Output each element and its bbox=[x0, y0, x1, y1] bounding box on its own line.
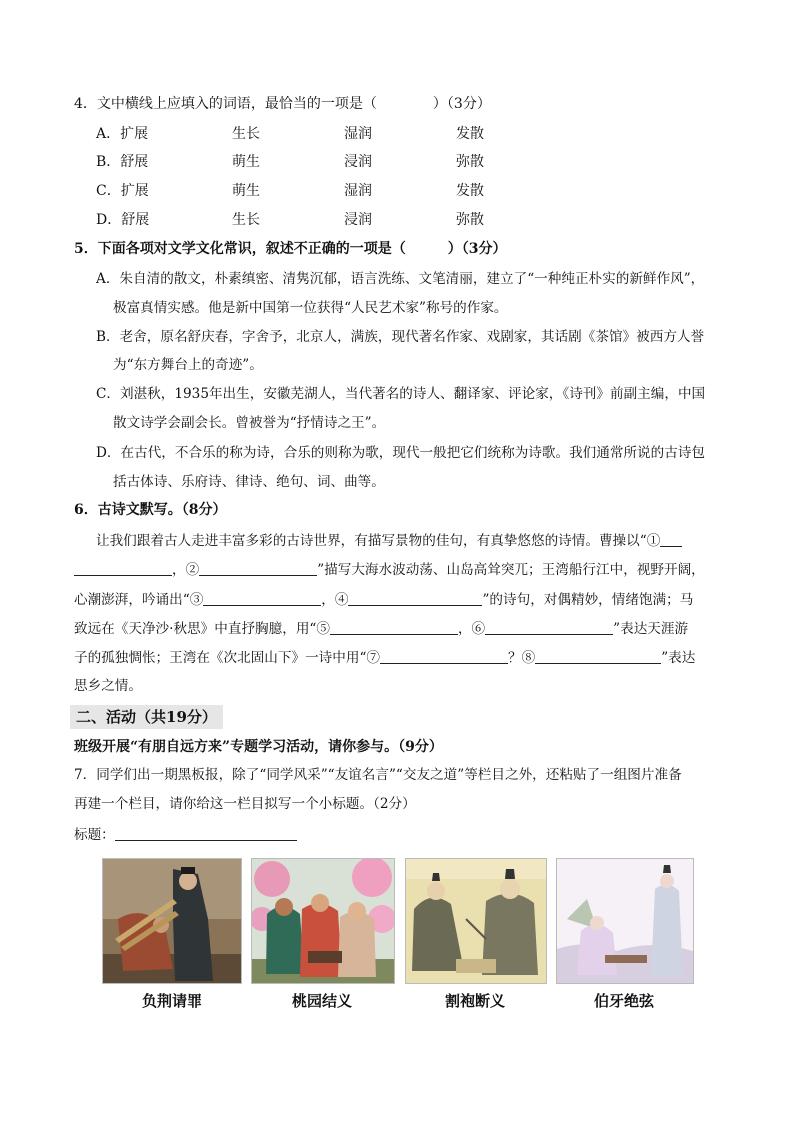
q5-option-a-line1: A．朱自清的散文，朴素缜密、清隽沉郁，语言洗练、文笔清丽，建立了“一种纯正朴实的新鲜作风”， bbox=[96, 271, 705, 287]
q6-line-2 bbox=[74, 559, 705, 580]
q6-blank-7[interactable] bbox=[380, 647, 508, 664]
picture-caption-4: 伯牙绝弦 bbox=[593, 992, 654, 1010]
picture-caption-1: 负荆请罪 bbox=[141, 992, 202, 1010]
q5-option-c-line2: 散文诗学会副会长。曾被誉为“抒情诗之王”。 bbox=[113, 415, 386, 431]
q4-option-d-1: D．舒展 bbox=[96, 212, 150, 228]
picture-gepaoduanyi bbox=[405, 858, 547, 984]
q4-stem: 4．文中横线上应填入的词语，最恰当的一项是（ ）（3分） bbox=[74, 96, 491, 112]
q6-line-6: 思乡之情。 bbox=[74, 678, 142, 694]
title-label: 标题： bbox=[74, 827, 115, 843]
q4-option-b-1: B．舒展 bbox=[96, 154, 149, 170]
q6-blank-2[interactable] bbox=[199, 559, 317, 576]
q5-option-d-line2: 括古体诗、乐府诗、律诗、绝句、词、曲等。 bbox=[113, 474, 385, 490]
title-answer-blank[interactable] bbox=[115, 824, 297, 841]
q5-option-b-line1: B．老舍，原名舒庆春，字舍予，北京人，满族，现代著名作家、戏剧家，其话剧《茶馆》被西方人誉 bbox=[96, 329, 705, 345]
q6-blank-6[interactable] bbox=[485, 618, 613, 635]
q6-text: 子的孤独惆怅；王湾在《次北固山下》一诗中用“⑦ bbox=[74, 650, 381, 666]
q4-option-b-2: 萌生 bbox=[232, 154, 260, 170]
q4-option-d-4: 弥散 bbox=[456, 212, 484, 228]
q6-stem: 6．古诗文默写。（8分） bbox=[74, 502, 227, 518]
q6-blank-8[interactable] bbox=[535, 647, 661, 664]
q6-blank-5[interactable] bbox=[330, 618, 458, 635]
q4-option-c-3: 湿润 bbox=[344, 183, 372, 199]
q6-text: ？⑧ bbox=[508, 650, 536, 666]
picture-caption-2: 桃园结义 bbox=[291, 992, 352, 1010]
picture-caption-3: 割袍断义 bbox=[444, 992, 505, 1010]
q6-text: 致远在《天净沙·秋思》中直抒胸臆，用“⑤ bbox=[74, 621, 330, 637]
q6-line-5 bbox=[74, 647, 695, 668]
q5-option-b-line2: 为“东方舞台上的奇迹”。 bbox=[113, 357, 263, 373]
q4-option-a-1: A．扩展 bbox=[96, 126, 149, 142]
gepaoduanyi-illustration bbox=[406, 859, 546, 983]
title-answer-line bbox=[74, 824, 297, 845]
q6-text: ”表达 bbox=[661, 650, 696, 666]
q6-text: ，④ bbox=[321, 592, 349, 608]
q4-option-a-4: 发散 bbox=[456, 126, 484, 142]
q5-option-d-line1: D．在古代，不合乐的称为诗，合乐的则称为歌，现代一般把它们统称为诗歌。我们通常所说的古诗包 bbox=[96, 445, 706, 461]
q6-text: 心潮澎湃，吟诵出“③ bbox=[74, 592, 204, 608]
q4-option-c-2: 萌生 bbox=[232, 183, 260, 199]
q6-blank-1b[interactable] bbox=[74, 559, 172, 576]
q6-blank-4[interactable] bbox=[348, 589, 482, 606]
picture-fujingqingzui bbox=[102, 858, 242, 984]
q6-text: ，② bbox=[172, 562, 200, 578]
q4-option-a-3: 湿润 bbox=[344, 126, 372, 142]
q4-option-b-3: 浸润 bbox=[344, 154, 372, 170]
q6-text: ”描写大海水波动荡、山岛高耸突兀；王湾船行江中，视野开阔， bbox=[317, 562, 705, 578]
q7-line-2: 再建一个栏目，请你给这一栏目拟写一个小标题。（2分） bbox=[74, 796, 416, 812]
q6-blank-3[interactable] bbox=[203, 589, 321, 606]
picture-taoyuanjieyi bbox=[251, 858, 395, 984]
q6-blank-1a[interactable] bbox=[660, 530, 682, 547]
picture-boyajuexian bbox=[556, 858, 694, 984]
q4-option-d-2: 生长 bbox=[232, 212, 260, 228]
q6-text: ，⑥ bbox=[457, 621, 486, 637]
q5-option-a-line2: 极富真情实感。他是新中国第一位获得“人民艺术家”称号的作家。 bbox=[113, 300, 508, 316]
q4-option-c-4: 发散 bbox=[456, 183, 484, 199]
q4-option-c-1: C．扩展 bbox=[96, 183, 149, 199]
q6-text: 让我们跟着古人走进丰富多彩的古诗世界，有描写景物的佳句，有真挚悠悠的诗情。曹操以“① bbox=[96, 533, 661, 549]
q6-line-4 bbox=[74, 618, 688, 639]
q5-stem: 5．下面各项对文学文化常识，叙述不正确的一项是（ ）（3分） bbox=[74, 241, 507, 257]
taoyuanjieyi-illustration bbox=[252, 859, 394, 983]
q4-option-b-4: 弥散 bbox=[456, 154, 484, 170]
q6-line-1 bbox=[96, 530, 682, 551]
q4-option-d-3: 浸润 bbox=[344, 212, 372, 228]
q6-text: ”的诗句，对偶精妙，情绪饱满；马 bbox=[482, 592, 694, 608]
q4-option-a-2: 生长 bbox=[232, 126, 260, 142]
q7-line-1: 7．同学们出一期黑板报，除了“同学风采”“友谊名言”“交友之道”等栏目之外，还粘贴了一组图片准备 bbox=[74, 767, 682, 783]
q6-text: ”表达天涯游 bbox=[613, 621, 689, 637]
q6-line-3 bbox=[74, 589, 693, 610]
fujingqingzui-illustration bbox=[103, 859, 241, 983]
activity-intro: 班级开展“有朋自远方来”专题学习活动，请你参与。（9分） bbox=[74, 739, 443, 755]
boyajuexian-illustration bbox=[557, 859, 693, 983]
section-2-title: 二、活动（共19分） bbox=[70, 705, 223, 729]
q5-option-c-line1: C．刘湛秋，1935年出生，安徽芜湖人，当代著名的诗人、翻译家、评论家，《诗刊》前副主编，中国 bbox=[96, 386, 706, 402]
